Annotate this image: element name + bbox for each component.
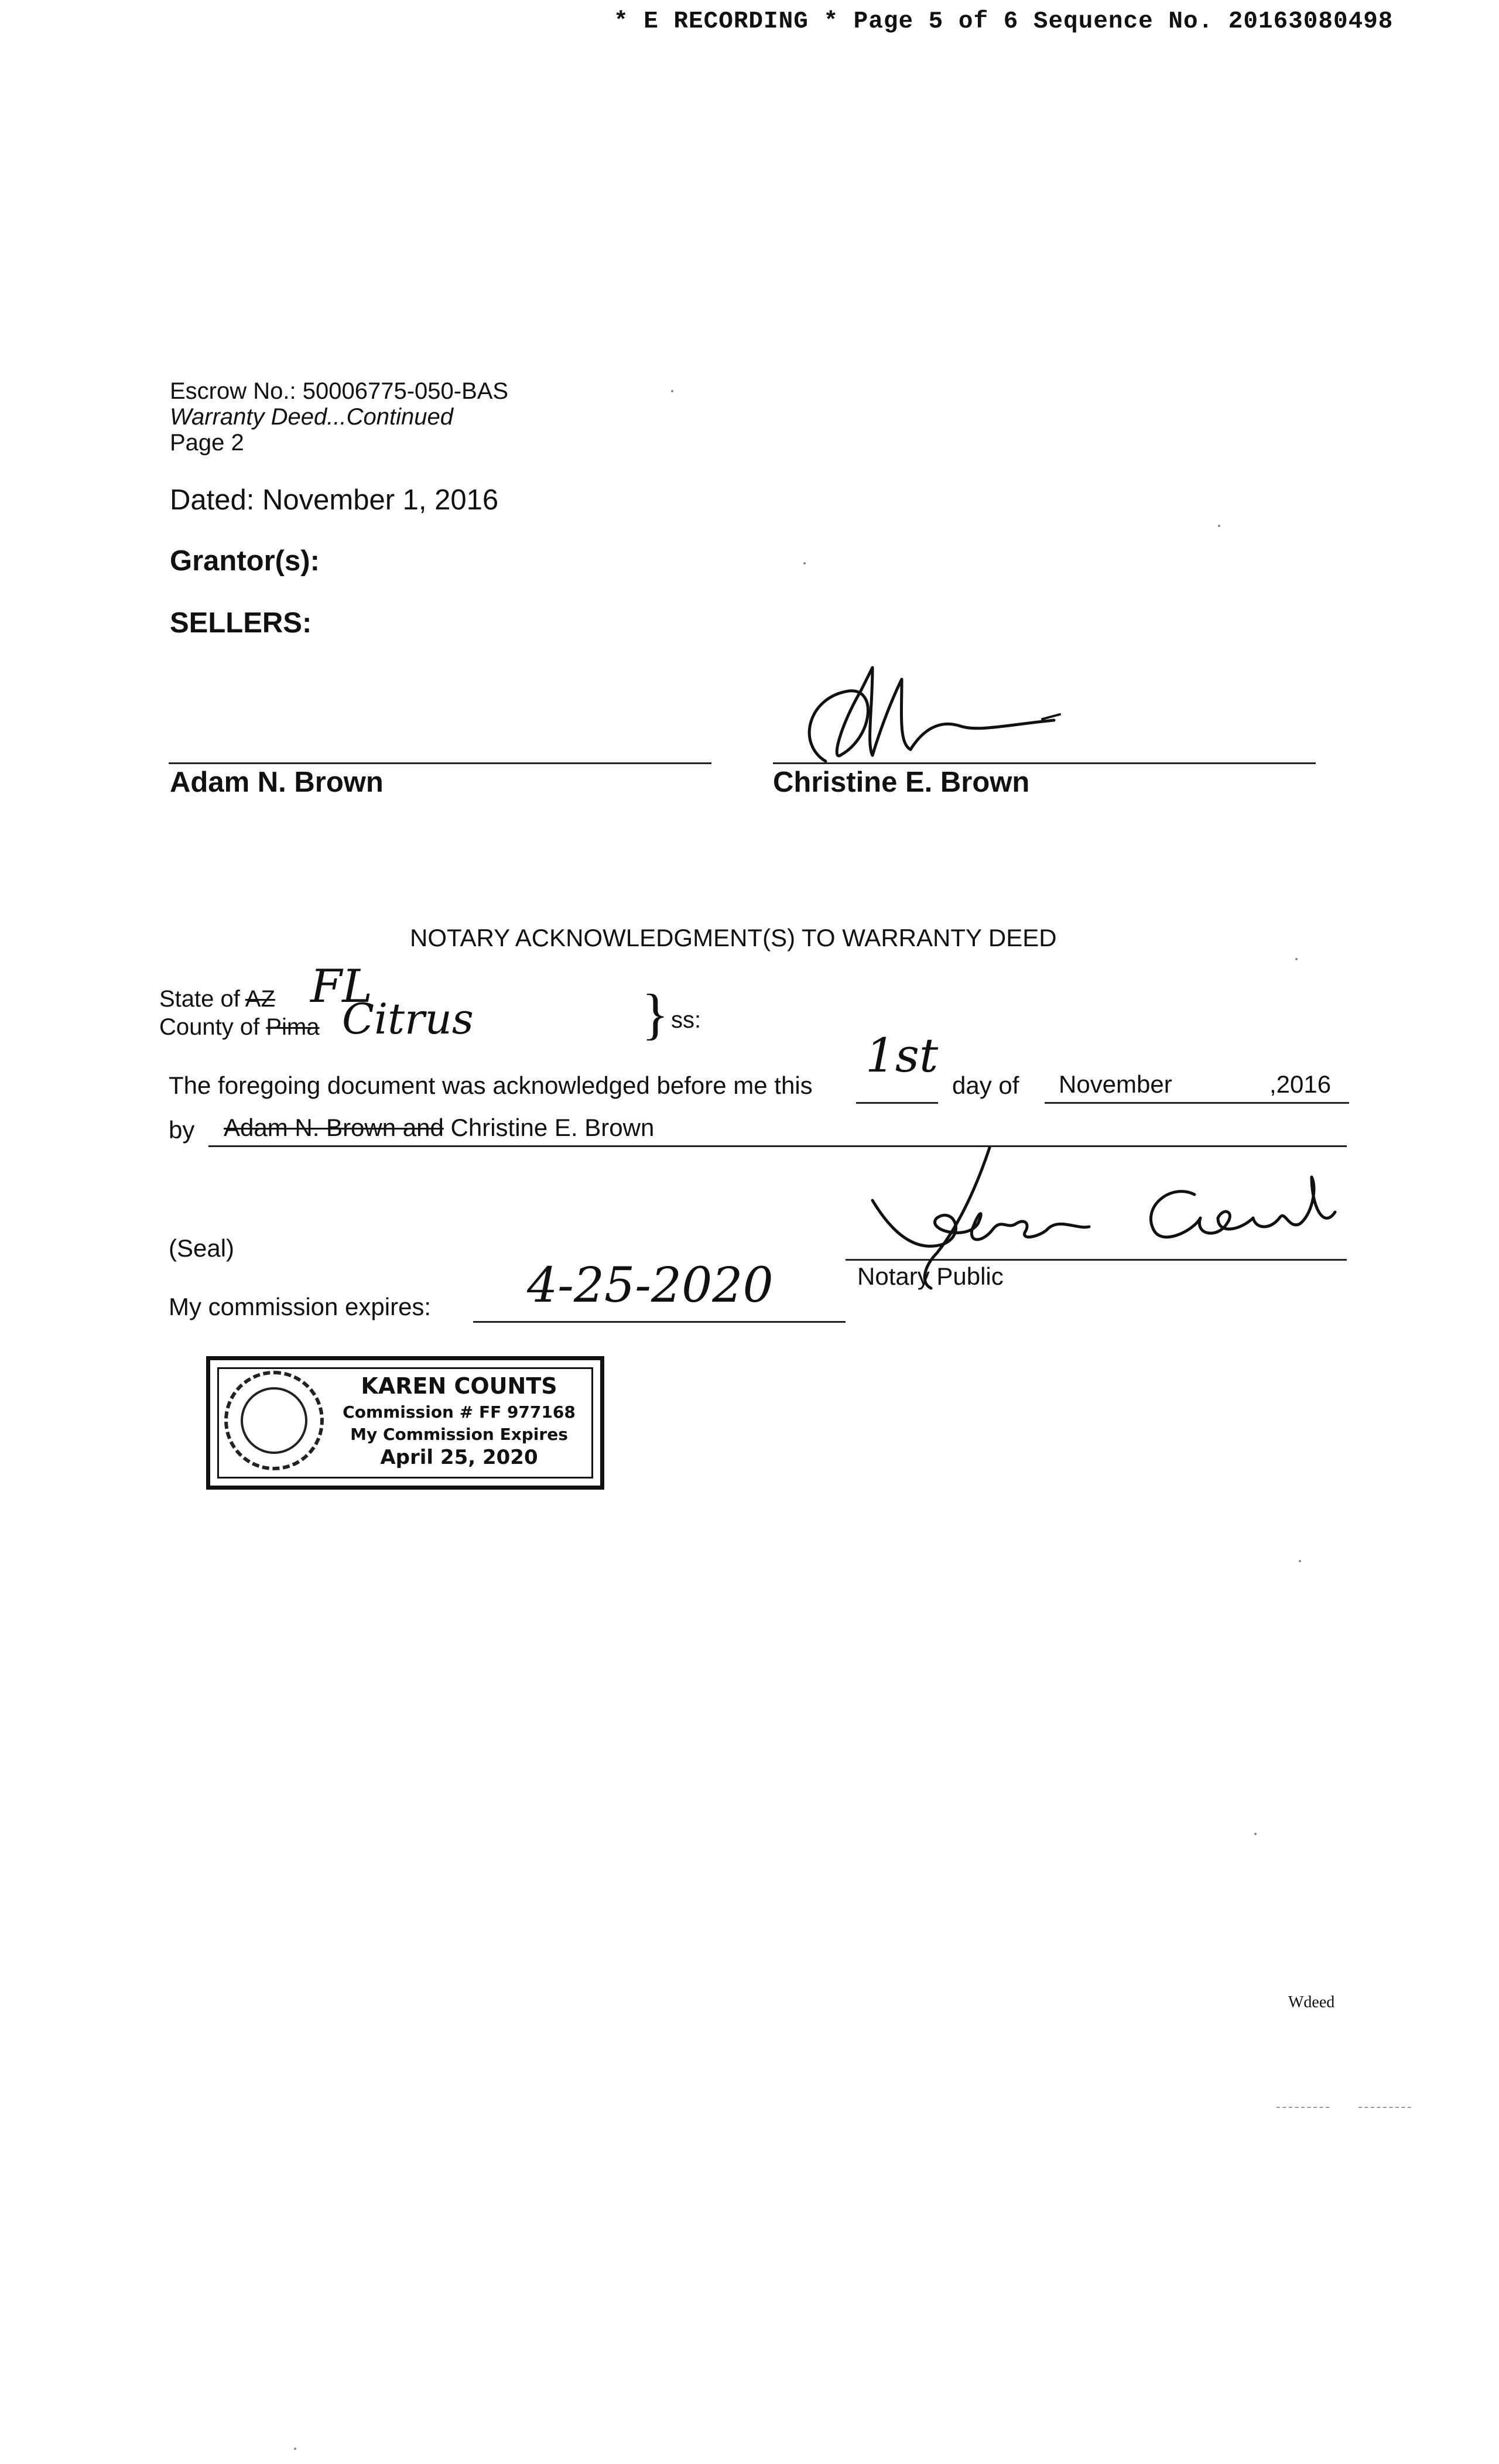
ss-brace: } (642, 983, 669, 1045)
month-value: November (1059, 1070, 1172, 1098)
stamp-commission: Commission # FF 977168 (343, 1402, 576, 1422)
scan-speck (294, 2448, 296, 2450)
commission-label: My commission expires: (169, 1293, 432, 1320)
by-name: Christine E. Brown (450, 1114, 655, 1141)
notary-seal-icon (224, 1371, 324, 1470)
by-names (224, 1114, 654, 1142)
stamp-expires-label: My Commission Expires (350, 1425, 568, 1444)
grantor-label: Grantor(s): (170, 545, 320, 577)
county-struck: Pima (266, 1014, 320, 1040)
scan-speck (803, 562, 806, 564)
scan-speck (1295, 958, 1298, 960)
footer-code: Wdeed (1288, 1993, 1335, 2011)
stamp-name: KAREN COUNTS (361, 1373, 557, 1399)
signer-right-name: Christine E. Brown (773, 766, 1030, 798)
dated-line: Dated: November 1, 2016 (170, 484, 499, 516)
recording-header: * E RECORDING * Page 5 of 6 Sequence No. 20163080498 (614, 8, 1394, 35)
state-struck: AZ (245, 986, 275, 1012)
scan-mark (1358, 2107, 1411, 2108)
by-struck-name: Adam N. Brown and (224, 1114, 444, 1141)
month-line (1045, 1102, 1349, 1104)
state-handwritten: FL (310, 960, 372, 1013)
signature-line-left (169, 762, 711, 764)
county-line (159, 1014, 319, 1041)
year-value: ,2016 (1269, 1070, 1332, 1098)
scan-mark (1276, 2107, 1329, 2108)
page-number: Page 2 (170, 430, 244, 456)
ss-label: ss: (671, 1007, 701, 1033)
county-prefix: County of (159, 1014, 260, 1040)
by-label: by (169, 1116, 195, 1144)
day-of-label: day of (952, 1072, 1019, 1099)
state-prefix: State of (159, 986, 240, 1012)
ack-text: The foregoing document was acknowledged before me this (169, 1072, 813, 1099)
county-handwritten: Citrus (342, 994, 474, 1043)
scan-speck (1299, 1560, 1301, 1562)
stamp-expires-date: April 25, 2020 (380, 1446, 538, 1469)
document-continued: Warranty Deed...Continued (170, 404, 453, 430)
notary-stamp (206, 1356, 604, 1490)
day-line (856, 1102, 938, 1104)
commission-line (473, 1321, 846, 1323)
notary-heading: NOTARY ACKNOWLEDGMENT(S) TO WARRANTY DEED (410, 924, 1057, 952)
notary-signature (867, 1142, 1358, 1300)
scan-speck (1218, 525, 1220, 527)
sellers-label: SELLERS: (170, 607, 312, 639)
notary-public-label: Notary Public (857, 1262, 1004, 1290)
christine-signature (785, 656, 1066, 773)
signer-left-name: Adam N. Brown (170, 766, 384, 798)
scan-speck (671, 390, 673, 392)
commission-handwritten: 4-25-2020 (527, 1258, 774, 1313)
escrow-number: Escrow No.: 50006775-050-BAS (170, 378, 509, 404)
seal-center (241, 1387, 307, 1454)
seal-label: (Seal) (169, 1234, 235, 1262)
scan-speck (1254, 1833, 1257, 1835)
day-handwritten: 1st (865, 1028, 939, 1083)
state-line (159, 986, 275, 1012)
